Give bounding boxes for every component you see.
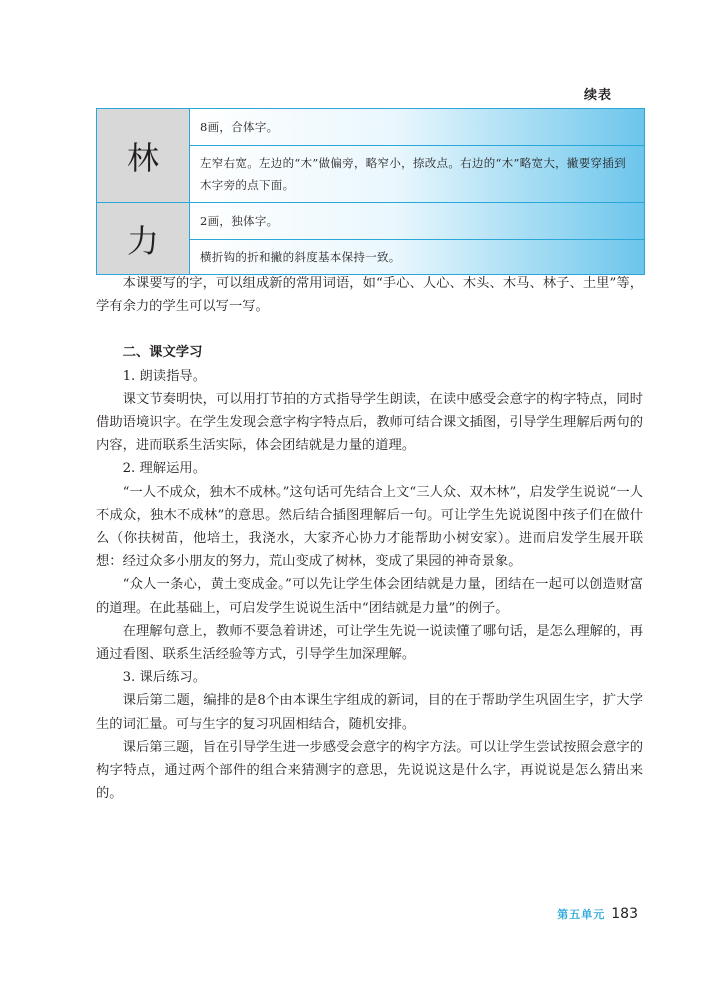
stroke-count-note: 8画，合体字。	[190, 109, 644, 146]
paragraph: 课文节奏明快，可以用打节拍的方式指导学生朗读，在读中感受会意字的构字特点，同时借助语境识字。在学生发现会意字构字特点后，教师可结合课文插图，引导学生理解后两句的内容，进而联系生活实际，体会团结就是力量的道理。	[96, 391, 643, 454]
table-row	[97, 109, 644, 203]
table-row	[97, 203, 644, 274]
paragraph: 课后第三题，旨在引导学生进一步感受会意字的构字方法。可以让学生尝试按照会意字的构字特点，通过两个部件的组合来猜测字的意思，先说说这是什么字，再说说是怎么猜出来的。	[96, 739, 643, 802]
writing-tip: 横折钩的折和撇的斜度基本保持一致。	[190, 240, 644, 274]
unit-label: 第五单元	[557, 908, 606, 921]
page-number: 183	[611, 906, 638, 922]
character-writing-table	[96, 108, 645, 275]
description-column	[190, 203, 644, 274]
paragraph: “众人一条心，黄土变成金。”可以先让学生体会团结就是力量，团结在一起可以创造财富的道理。在此基础上，可启发学生说说生活中“团结就是力量”的例子。	[96, 577, 643, 616]
subheading: 3. 课后练习。	[122, 670, 206, 686]
main-text	[96, 272, 643, 805]
character-cell: 林	[97, 109, 190, 202]
subheading: 2. 理解运用。	[122, 461, 206, 477]
writing-tip: 左窄右宽。左边的“木”做偏旁，略窄小，捺改点。右边的“木”略宽大，撇要穿插到木字旁的点下面。	[190, 146, 644, 202]
section-heading: 二、课文学习	[122, 345, 203, 361]
paragraph: 本课要写的字，可以组成新的常用词语，如“手心、人心、木头、木马、林子、土里”等，学有余力的学生可以写一写。	[96, 276, 643, 315]
subheading: 1. 朗读指导。	[122, 368, 206, 384]
page-footer	[557, 906, 638, 922]
description-column	[190, 109, 644, 202]
paragraph: “一人不成众，独木不成林。”这句话可先结合上文“三人众、双木林”，启发学生说说“一人不成众，独木不成林”的意思。然后结合插图理解后一句。可让学生先说说图中孩子们在做什么（你扶树苗，他培土，我浇水，大家齐心协力才能帮助小树安家）。进而启发学生展开联想：经过众多小朋友的努力，荒山变成了树林，变成了果园的神奇景象。	[96, 484, 643, 570]
continued-table-label: 续表	[583, 88, 612, 103]
paragraph: 课后第二题，编排的是8个由本课生字组成的新词，目的在于帮助学生巩固生字，扩大学生的词汇量。可与生字的复习巩固相结合，随机安排。	[96, 693, 643, 732]
character-cell: 力	[97, 203, 190, 274]
paragraph: 在理解句意上，教师不要急着讲述，可让学生先说一说读懂了哪句话，是怎么理解的，再通过看图、联系生活经验等方式，引导学生加深理解。	[96, 623, 643, 663]
stroke-count-note: 2画，独体字。	[190, 203, 644, 240]
